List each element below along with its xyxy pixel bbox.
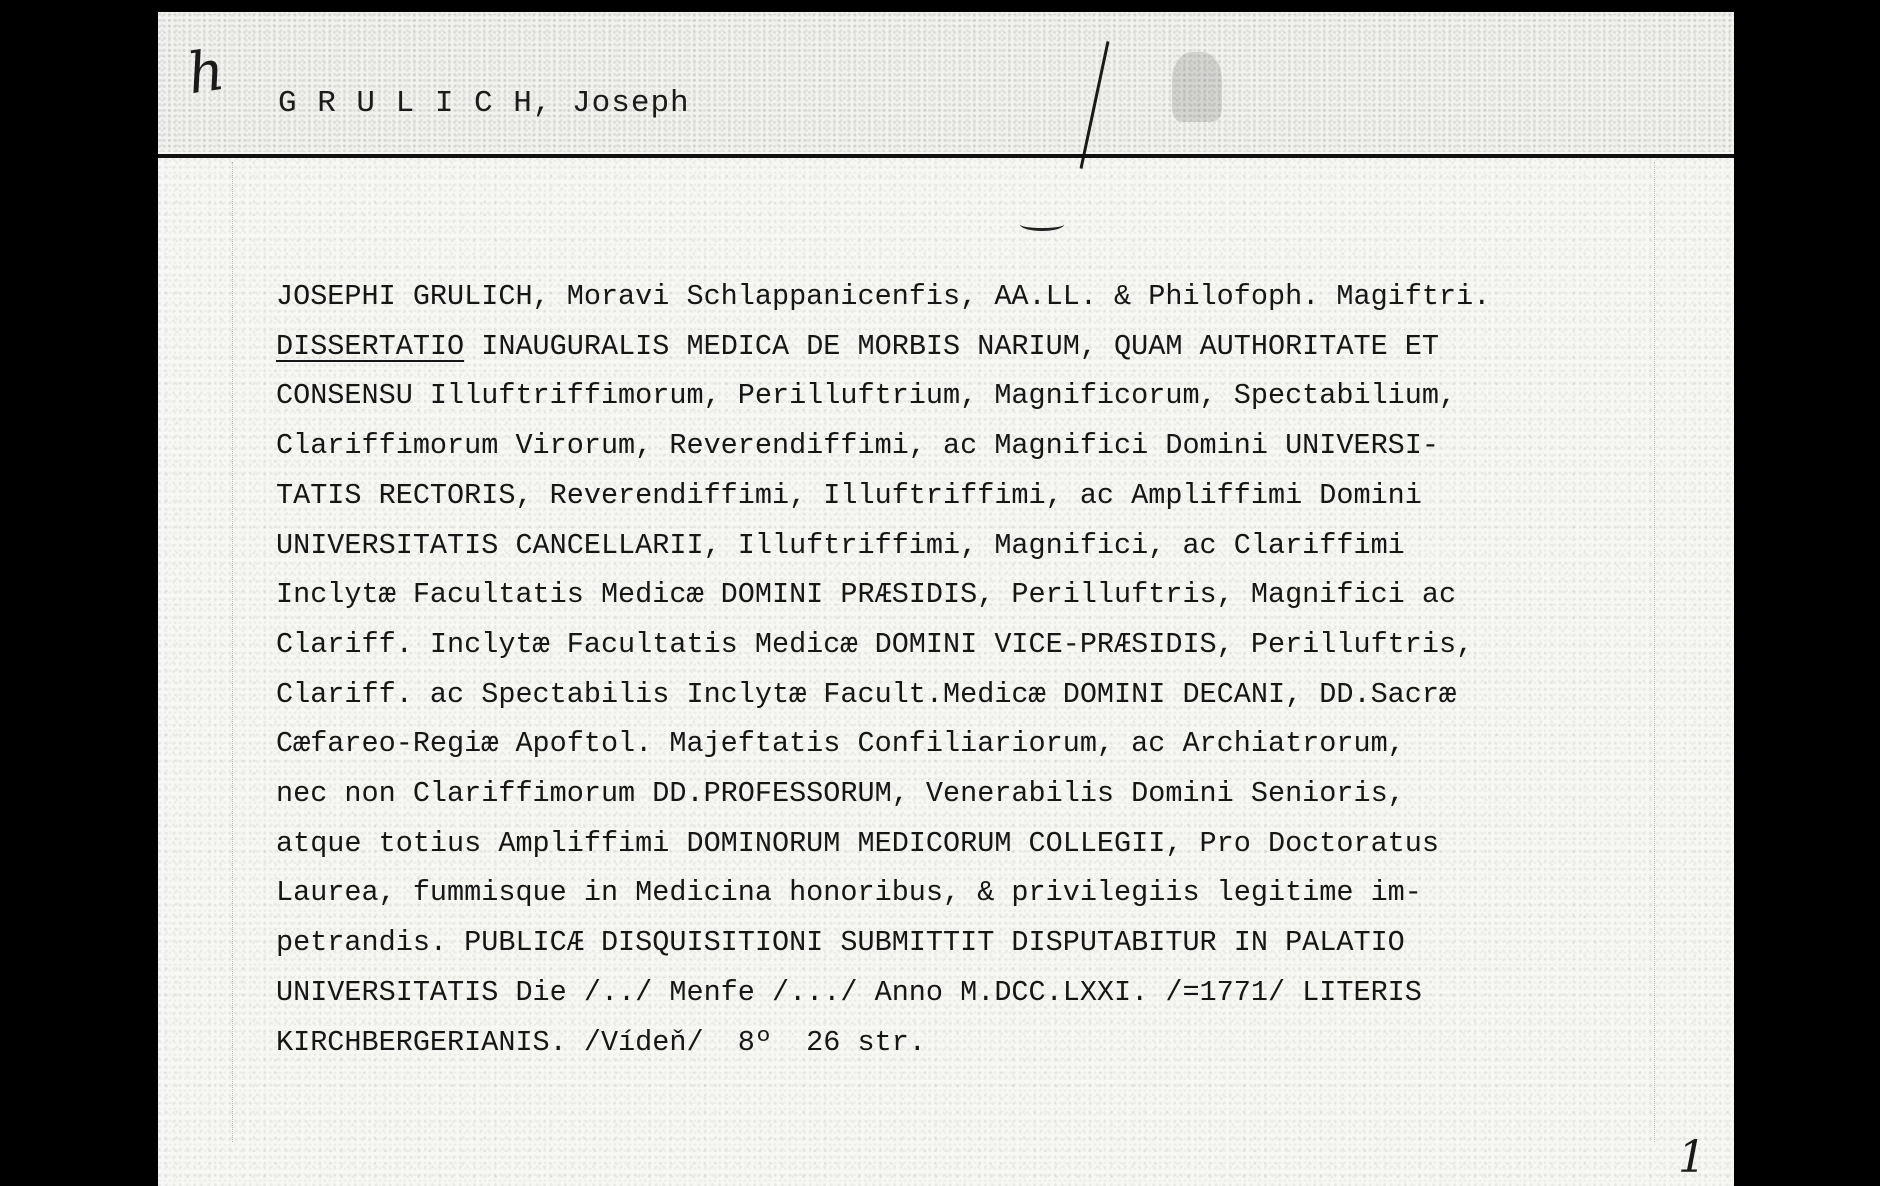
- left-margin-line: [232, 162, 234, 1142]
- entry-line: Clariff. ac Spectabilis Inclytæ Facult.Medicæ DOMINI DECANI, DD.Sacræ: [276, 677, 1457, 711]
- entry-line: Inclytæ Facultatis Medicæ DOMINI PRÆSIDIS, Perilluftris, Magnifici ac: [276, 578, 1457, 612]
- author-heading: G R U L I C H, Joseph: [278, 86, 690, 121]
- entry-line: TATIS RECTORIS, Reverendiffimi, Illuftriffimi, ac Ampliffimi Domini: [276, 478, 1422, 512]
- entry-line: UNIVERSITATIS Die /../ Menfe /.../ Anno M.DCC.LXXI. /=1771/ LITERIS: [276, 975, 1422, 1009]
- entry-line: Laurea, fummisque in Medicina honoribus, & privilegiis legitime im-: [276, 876, 1422, 910]
- entry-line: nec non Clariffimorum DD.PROFESSORUM, Venerabilis Domini Senioris,: [276, 777, 1405, 811]
- handwritten-page-number: 1: [1678, 1132, 1706, 1183]
- catalog-card: [158, 12, 1734, 1186]
- entry-line: Clariffimorum Virorum, Reverendiffimi, ac Magnifici Domini UNIVERSI-: [276, 429, 1439, 463]
- entry-line: atque totius Ampliffimi DOMINORUM MEDICORUM COLLEGII, Pro Doctoratus: [276, 826, 1439, 860]
- entry-line: Clariff. Inclytæ Facultatis Medicæ DOMINI VICE-PRÆSIDIS, Perilluftris,: [276, 627, 1474, 661]
- entry-line: Cæfareo-Regiæ Apoftol. Majeftatis Confiliariorum, ac Archiatrorum,: [276, 727, 1405, 761]
- header-rule: [158, 154, 1734, 158]
- entry-line: [276, 322, 1676, 372]
- entry-line: CONSENSU Illuftriffimorum, Perilluftrium, Magnificorum, Spectabilium,: [276, 379, 1457, 413]
- entry-line: petrandis. PUBLICÆ DISQUISITIONI SUBMITTIT DISPUTABITUR IN PALATIO: [276, 926, 1405, 960]
- entry-line: JOSEPHI GRULICH, Moravi Schlappanicenfis, AA.LL. & Philofoph. Magiftri.: [276, 280, 1491, 313]
- underlined-title-word: DISSERTATIO: [276, 329, 465, 363]
- entry-line: KIRCHBERGERIANIS. /Vídeň/ 8º 26 str.: [276, 1025, 926, 1059]
- card-header: [158, 12, 1734, 152]
- entry-line: UNIVERSITATIS CANCELLARII, Illuftriffimi, Magnifici, ac Clariffimi: [276, 528, 1405, 562]
- ink-smudge: [1172, 52, 1222, 122]
- entry-line-rest: INAUGURALIS MEDICA DE MORBIS NARIUM, QUAM AUTHORITATE ET: [481, 329, 1440, 363]
- handwritten-letter: h: [183, 37, 229, 108]
- bibliographic-entry: [276, 272, 1676, 1067]
- pencil-mark: [1020, 218, 1064, 231]
